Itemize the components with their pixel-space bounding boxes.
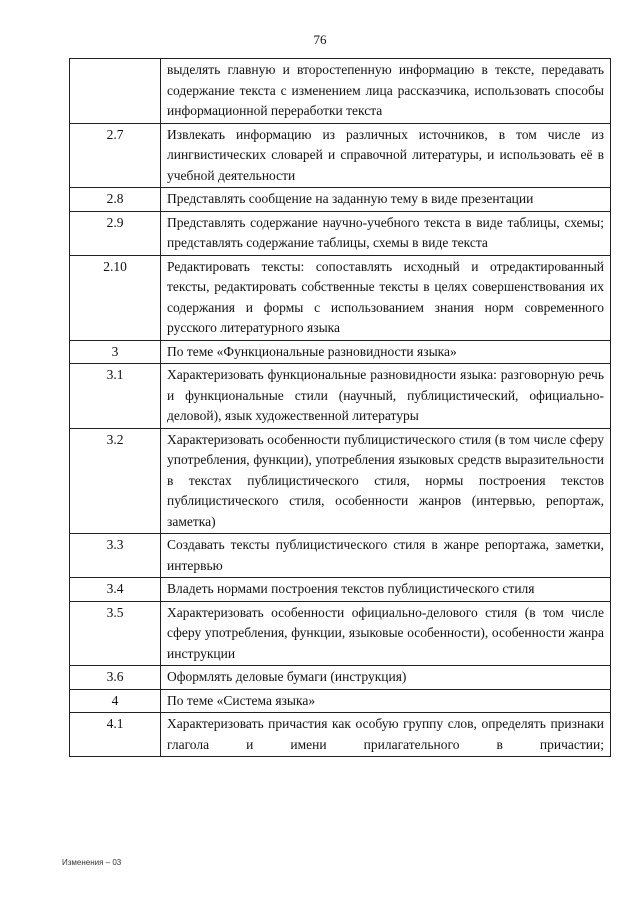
table-row xyxy=(70,666,611,690)
row-number: 2.7 xyxy=(70,123,161,188)
page-number: 76 xyxy=(313,32,327,47)
table-row xyxy=(70,713,611,757)
table-row xyxy=(70,211,611,255)
row-number: 3.5 xyxy=(70,601,161,666)
table-row xyxy=(70,188,611,212)
row-number: 2.9 xyxy=(70,211,161,255)
row-description: Характеризовать функциональные разновидности языка: разговорную речь и функциональные стили (научный, публицистический, официально-деловой), язык художественной литературы xyxy=(161,364,611,429)
table-row xyxy=(70,428,611,534)
row-number: 2.10 xyxy=(70,255,161,340)
row-number: 2.8 xyxy=(70,188,161,212)
row-number: 3.4 xyxy=(70,578,161,602)
row-description: Извлекать информацию из различных источников, в том числе из лингвистических словарей и справочной литературы, и использовать её в учебной деятельности xyxy=(161,123,611,188)
row-description: Представлять содержание научно-учебного текста в виде таблицы, схемы; представлять содержание таблицы, схемы в виде текста xyxy=(161,211,611,255)
row-description: Представлять сообщение на заданную тему в виде презентации xyxy=(161,188,611,212)
table-row xyxy=(70,255,611,340)
row-description: По теме «Функциональные разновидности языка» xyxy=(161,340,611,364)
table-row xyxy=(70,364,611,429)
row-description: Создавать тексты публицистического стиля в жанре репортажа, заметки, интервью xyxy=(161,534,611,578)
row-description: Характеризовать причастия как особую группу слов, определять признаки глагола и имени прилагательного в причастии; xyxy=(161,713,611,757)
row-number: 3.1 xyxy=(70,364,161,429)
table-row xyxy=(70,59,611,124)
competency-table xyxy=(69,58,611,757)
table-row xyxy=(70,534,611,578)
table-row xyxy=(70,578,611,602)
row-description: Характеризовать особенности публицистического стиля (в том числе сферу употребления, функции), употребления языковых средств выразительности в текстах публицистического стиля, нормы построения текстов публицистического стиля, особенности жанров (интервью, репортаж, заметка) xyxy=(161,428,611,534)
table-row xyxy=(70,601,611,666)
row-description: По теме «Система языка» xyxy=(161,689,611,713)
row-number: 3.6 xyxy=(70,666,161,690)
row-number: 4 xyxy=(70,689,161,713)
row-description: Владеть нормами построения текстов публицистического стиля xyxy=(161,578,611,602)
row-number: 3.2 xyxy=(70,428,161,534)
row-number: 3.3 xyxy=(70,534,161,578)
table-row xyxy=(70,340,611,364)
footer-revision: Изменения – 03 xyxy=(62,858,122,867)
table-row xyxy=(70,689,611,713)
row-description: Редактировать тексты: сопоставлять исходный и отредактированный тексты, редактировать собственные тексты в целях совершенствования их содержания и формы с использованием знания норм современного русского литературного языка xyxy=(161,255,611,340)
row-number xyxy=(70,59,161,124)
table-row xyxy=(70,123,611,188)
row-number: 4.1 xyxy=(70,713,161,757)
row-number: 3 xyxy=(70,340,161,364)
row-description: Характеризовать особенности официально-делового стиля (в том числе сферу употребления, функции, языковые особенности), особенности жанра инструкции xyxy=(161,601,611,666)
row-description: Оформлять деловые бумаги (инструкция) xyxy=(161,666,611,690)
row-description: выделять главную и второстепенную информацию в тексте, передавать содержание текста с изменением лица рассказчика, использовать способы информационной переработки текста xyxy=(161,59,611,124)
